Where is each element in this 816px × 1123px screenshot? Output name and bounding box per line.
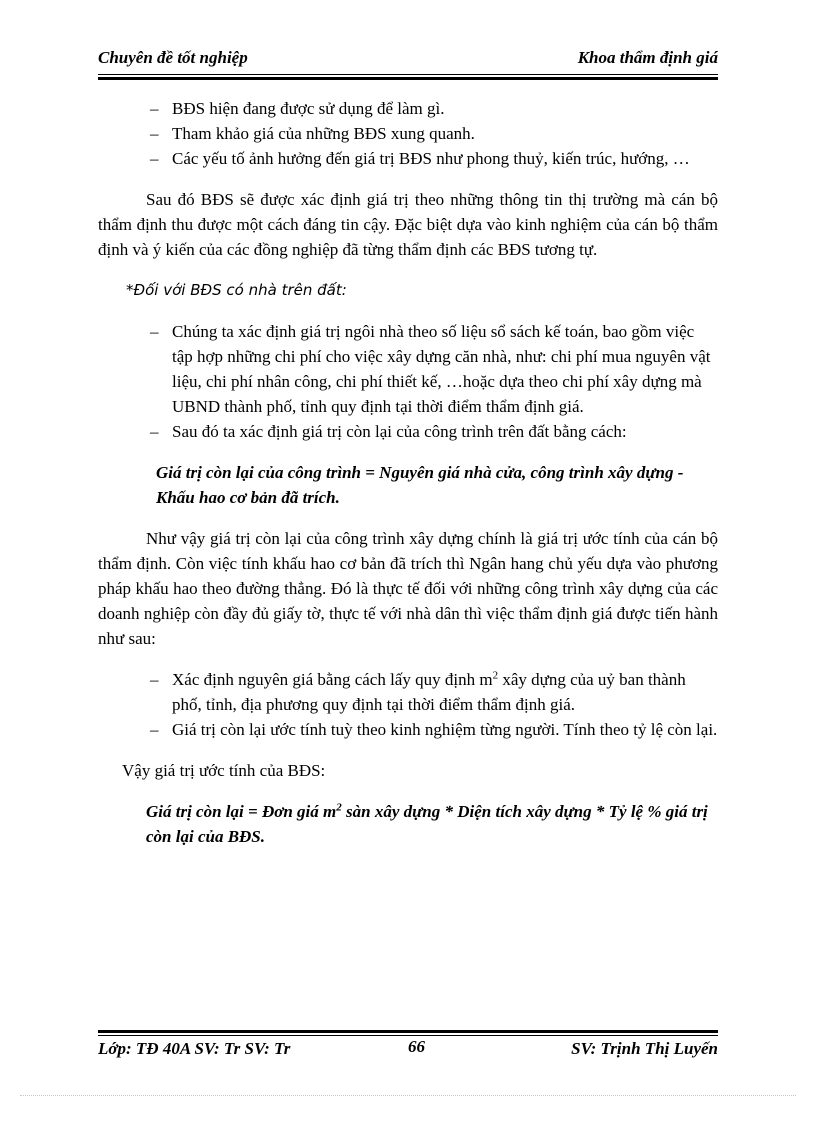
formula-residual-value: Giá trị còn lại của công trình = Nguyên giá nhà cửa, công trình xây dựng - Khấu hao cơ bản đã trích. xyxy=(156,463,684,507)
formula-estimated-value: Giá trị còn lại = Đơn giá $m^2$ sàn xây dựng * Diện tích xây dựng * Tỷ lệ % giá trị còn lại của BĐS. xyxy=(146,801,708,846)
page-edge-divider xyxy=(20,1095,796,1096)
page-number: 66 xyxy=(408,1037,425,1056)
house-method-list xyxy=(98,319,718,444)
paragraph-valuation: Sau đó BĐS sẽ được xác định giá trị theo những thông tin thị trường mà cán bộ thẩm định thu được một cách đáng tin cậy. Đặc biệt dựa vào kinh nghiệm của cán bộ thẩm định và ý kiến của các đồng nghiệp đã từng thẩm định các BĐS tương tự. xyxy=(98,190,718,259)
list-item: – Các yếu tố ảnh hưởng đến giá trị BĐS như phong thuỷ, kiến trúc, hướng, … xyxy=(150,146,718,171)
page-header xyxy=(98,48,718,74)
header-right: Khoa thẩm định giá xyxy=(577,48,718,67)
paragraph-depreciation: Như vậy giá trị còn lại của công trình xây dựng chính là giá trị ước tính của cán bộ thẩm định. Còn việc tính khấu hao cơ bản đã trích thì Ngân hang chủ yếu dựa vào phương pháp khấu hao theo đường thẳng. Đó là thực tế đối với những công trình xây dựng của các doanh nghiệp còn đầy đủ giấy tờ, thực tế với nhà dân thì việc thẩm định giá được tiến hành như sau: xyxy=(98,529,718,648)
header-rule-thick xyxy=(98,77,718,80)
list-item: – Giá trị còn lại ước tính tuỳ theo kinh nghiệm từng người. Tính theo tỷ lệ còn lại. xyxy=(150,717,718,742)
residential-method-list xyxy=(98,667,718,742)
header-left: Chuyên đề tốt nghiệp xyxy=(98,48,248,67)
page-body xyxy=(98,96,718,849)
criteria-list xyxy=(98,96,718,171)
list-item: – BĐS hiện đang được sử dụng để làm gì. xyxy=(150,96,718,121)
list-item: – Chúng ta xác định giá trị ngôi nhà theo số liệu sổ sách kế toán, bao gồm việc tập hợp những chi phí cho việc xây dựng căn nhà, như: chi phí mua nguyên vật liệu, chi phí nhân công, chi phí thiết kế, …hoặc dựa theo chi phí xây dựng mà UBND thành phố, tỉnh quy định tại thời điểm thẩm định giá. xyxy=(150,319,718,419)
footer-class: Lớp: TĐ 40A SV: Tr SV: Tr xyxy=(98,1039,291,1058)
footer-rule-thick xyxy=(98,1030,718,1033)
page-footer xyxy=(98,1039,718,1065)
list-item: – Tham khảo giá của những BĐS xung quanh. xyxy=(150,121,718,146)
footer-student: SV: Trịnh Thị Luyến xyxy=(571,1039,718,1058)
subheading-house-on-land: *Đối với BĐS có nhà trên đất: xyxy=(126,281,347,299)
paragraph-estimate: Vậy giá trị ước tính của BĐS: xyxy=(122,761,326,780)
list-item: – Sau đó ta xác định giá trị còn lại của công trình trên đất bằng cách: xyxy=(150,419,718,444)
header-rule xyxy=(98,74,718,75)
list-item: – Xác định nguyên giá bằng cách lấy quy định $m^2$ xây dựng của uỷ ban thành phố, tỉnh, địa phương quy định tại thời điểm thẩm định giá. xyxy=(150,667,718,717)
footer-rule xyxy=(98,1035,718,1036)
